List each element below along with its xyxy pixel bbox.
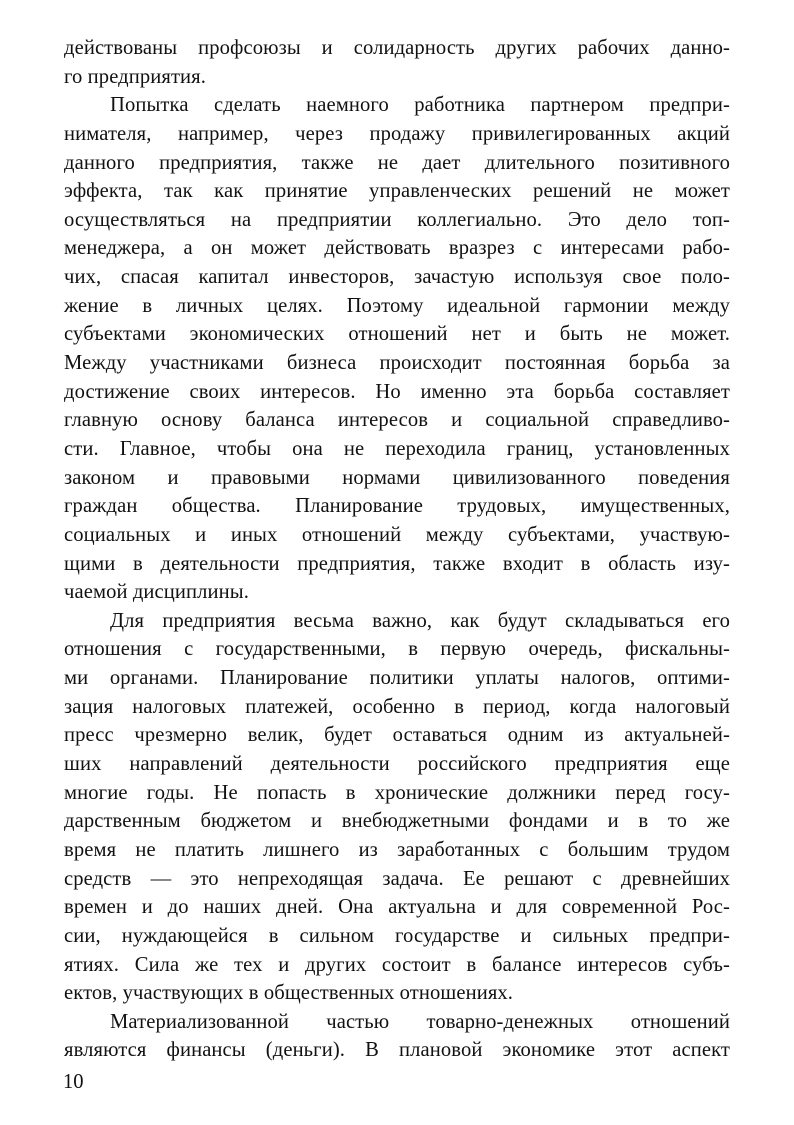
text-line: менеджера, а он может действовать вразрез с интересами рабо- (64, 237, 730, 260)
text-line: действованы профсоюзы и солидарность других рабочих данно- (64, 37, 730, 59)
text-line: социальных и иных отношений между субъектами, участвую- (64, 523, 730, 546)
text-line: щими в деятельности предприятия, также входит в область изу- (64, 552, 730, 575)
text-line: жение в личных целях. Поэтому идеальной гармонии между (64, 294, 730, 317)
text-line: дарственным бюджетом и внебюджетными фондами и в то же (64, 810, 730, 833)
text-line: сти. Главное, чтобы она не переходила границ, установленных (64, 437, 730, 460)
text-line: эффекта, так как принятие управленческих решений не может (64, 180, 730, 203)
text-line: граждан общества. Планирование трудовых, имущественных, (64, 495, 730, 518)
text-line: Между участниками бизнеса происходит постоянная борьба за (64, 352, 730, 375)
body-text (64, 34, 730, 1065)
text-line: достижение своих интересов. Но именно эта борьба составляет (64, 380, 730, 403)
text-line: нимателя, например, через продажу привилегированных акций (64, 122, 730, 145)
text-line: ми органами. Планирование политики уплаты налогов, оптими- (64, 667, 730, 690)
text-line: пресс чрезмерно велик, будет оставаться одним из актуальней- (64, 724, 730, 747)
page-number: 10 (63, 1071, 84, 1093)
text-line: средств — это непреходящая задача. Ее решают с древнейших (64, 867, 730, 890)
text-line: время не платить лишнего из заработанных с большим трудом (64, 838, 730, 861)
text-line: данного предприятия, также не дает длительного позитивного (64, 151, 730, 174)
text-line: Материализованной частью товарно-денежных отношений (110, 1010, 730, 1033)
text-line: субъектами экономических отношений нет и быть не может. (64, 323, 730, 346)
text-line: го предприятия. (64, 65, 206, 88)
text-line: ектов, участвующих в общественных отношениях. (64, 982, 514, 1005)
text-line: отношения с государственными, в первую очередь, фискальны- (64, 638, 730, 661)
text-line: чих, спасая капитал инвесторов, зачастую используя свое поло- (64, 266, 730, 289)
text-line: Попытка сделать наемного работника партнером предпри- (110, 94, 730, 117)
text-line: времен и до наших дней. Она актуальна и для современной Рос- (64, 896, 730, 919)
text-line: чаемой дисциплины. (64, 581, 249, 604)
text-line: являются финансы (деньги). В плановой экономике этот аспект (64, 1039, 730, 1062)
text-line: многие годы. Не попасть в хронические должники перед госу- (64, 781, 730, 804)
text-line: ятиях. Сила же тех и других состоит в балансе интересов субъ- (64, 953, 730, 976)
text-line: законом и правовыми нормами цивилизованного поведения (64, 466, 730, 489)
text-line: ших направлений деятельности российского предприятия еще (64, 753, 730, 776)
text-line: главную основу баланса интересов и социальной справедливо- (64, 409, 730, 432)
text-line: сии, нуждающейся в сильном государстве и сильных предпри- (64, 924, 730, 947)
text-line: Для предприятия весьма важно, как будут складываться его (110, 609, 730, 632)
text-line: осуществляться на предприятии коллегиально. Это дело топ- (64, 208, 730, 231)
text-line: зация налоговых платежей, особенно в период, когда налоговый (64, 695, 730, 718)
